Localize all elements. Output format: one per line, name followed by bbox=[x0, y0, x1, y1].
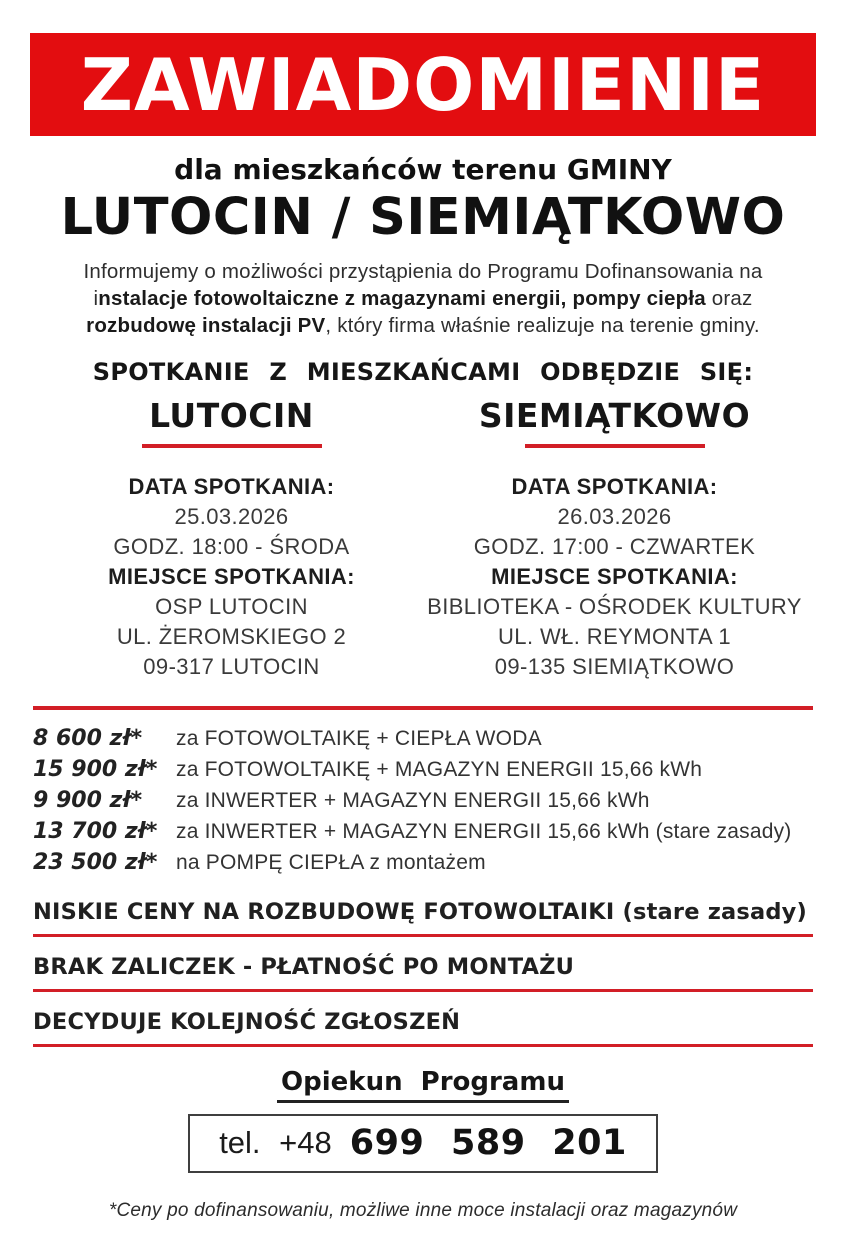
main-title: LUTOCIN / SIEMIĄTKOWO bbox=[60, 188, 786, 247]
location-details bbox=[40, 472, 423, 681]
price-description: za FOTOWOLTAIKĘ + CIEPŁA WODA bbox=[176, 726, 542, 750]
phone-box bbox=[188, 1114, 658, 1173]
location-column-siemiatkowo bbox=[423, 396, 806, 681]
location-details bbox=[423, 472, 806, 681]
price-row bbox=[33, 819, 813, 850]
price-description: za INWERTER + MAGAZYN ENERGII 15,66 kWh bbox=[176, 788, 650, 812]
slogan-first-come: DECYDUJE KOLEJNOŚĆ ZGŁOSZEŃ bbox=[33, 1009, 813, 1047]
price-description: za FOTOWOLTAIKĘ + MAGAZYN ENERGII 15,66 kWh bbox=[176, 757, 703, 781]
meeting-date: 25.03.2026 bbox=[174, 504, 289, 530]
price-value: 9 900 zł* bbox=[33, 787, 143, 813]
price-list bbox=[33, 726, 813, 881]
location-name: SIEMIĄTKOWO bbox=[478, 396, 751, 436]
intro-line-3 bbox=[0, 312, 846, 339]
announcement-flyer bbox=[0, 33, 846, 1233]
slogan-list bbox=[33, 899, 813, 1047]
red-underline bbox=[142, 444, 322, 448]
location-name: LUTOCIN bbox=[149, 396, 314, 436]
intro-line-3-suffix: , który firma właśnie realizuje na terenie gminy. bbox=[325, 314, 760, 338]
place-line: UL. WŁ. REYMONTA 1 bbox=[498, 623, 731, 649]
price-description: za INWERTER + MAGAZYN ENERGII 15,66 kWh (stare zasady) bbox=[176, 819, 792, 843]
intro-line-1: Informujemy o możliwości przystąpienia do Programu Dofinansowania na bbox=[83, 260, 763, 284]
price-value: 15 900 zł* bbox=[33, 756, 158, 782]
place-label: MIEJSCE SPOTKANIA: bbox=[108, 563, 355, 589]
price-row bbox=[33, 788, 813, 819]
phone-prefix: tel. +48 bbox=[219, 1125, 332, 1161]
place-line: OSP LUTOCIN bbox=[155, 593, 308, 619]
place-line: 09-135 SIEMIĄTKOWO bbox=[494, 653, 735, 679]
intro-paragraph bbox=[0, 258, 846, 339]
intro-line-2 bbox=[0, 285, 846, 312]
section-divider bbox=[33, 706, 813, 710]
price-value: 13 700 zł* bbox=[33, 818, 158, 844]
intro-line-2-suffix: oraz bbox=[705, 287, 753, 311]
intro-line-3-bold: rozbudowę instalacji PV bbox=[86, 314, 326, 338]
program-contact-heading: Opiekun Programu bbox=[277, 1067, 569, 1103]
phone-number: 699 589 201 bbox=[349, 1123, 627, 1164]
place-line: UL. ŻEROMSKIEGO 2 bbox=[116, 623, 347, 649]
date-label: DATA SPOTKANIA: bbox=[511, 474, 718, 500]
audience-subtitle: dla mieszkańców terenu GMINY bbox=[174, 153, 672, 186]
intro-line-2-bold: nstalacje fotowoltaiczne z magazynami energii, pompy ciepła bbox=[98, 287, 706, 311]
red-underline bbox=[525, 444, 705, 448]
price-row bbox=[33, 726, 813, 757]
place-line: 09-317 LUTOCIN bbox=[143, 653, 320, 679]
meetings-heading: SPOTKANIE Z MIESZKAŃCAMI ODBĘDZIE SIĘ: bbox=[92, 358, 754, 387]
place-line: BIBLIOTEKA - OŚRODEK KULTURY bbox=[427, 593, 802, 619]
contact-section bbox=[0, 1067, 846, 1173]
intro-line-2-prefix: i bbox=[93, 287, 99, 311]
meeting-columns bbox=[0, 396, 846, 681]
meeting-date: 26.03.2026 bbox=[557, 504, 672, 530]
banner-title: ZAWIADOMIENIE bbox=[80, 42, 766, 127]
meeting-time: GODZ. 17:00 - CZWARTEK bbox=[473, 534, 756, 560]
slogan-low-prices: NISKIE CENY NA ROZBUDOWĘ FOTOWOLTAIKI (stare zasady) bbox=[33, 899, 813, 937]
announcement-banner bbox=[30, 33, 816, 136]
price-row bbox=[33, 757, 813, 788]
location-column-lutocin bbox=[40, 396, 423, 681]
price-description: na POMPĘ CIEPŁA z montażem bbox=[176, 850, 486, 874]
price-row bbox=[33, 850, 813, 881]
price-value: 23 500 zł* bbox=[33, 849, 158, 875]
price-value: 8 600 zł* bbox=[33, 725, 143, 751]
slogan-no-deposits: BRAK ZALICZEK - PŁATNOŚĆ PO MONTAŻU bbox=[33, 954, 813, 992]
meeting-time: GODZ. 18:00 - ŚRODA bbox=[113, 534, 350, 560]
date-label: DATA SPOTKANIA: bbox=[128, 474, 335, 500]
place-label: MIEJSCE SPOTKANIA: bbox=[491, 563, 738, 589]
footnote: *Ceny po dofinansowaniu, możliwe inne moce instalacji oraz magazynów bbox=[108, 1199, 738, 1221]
